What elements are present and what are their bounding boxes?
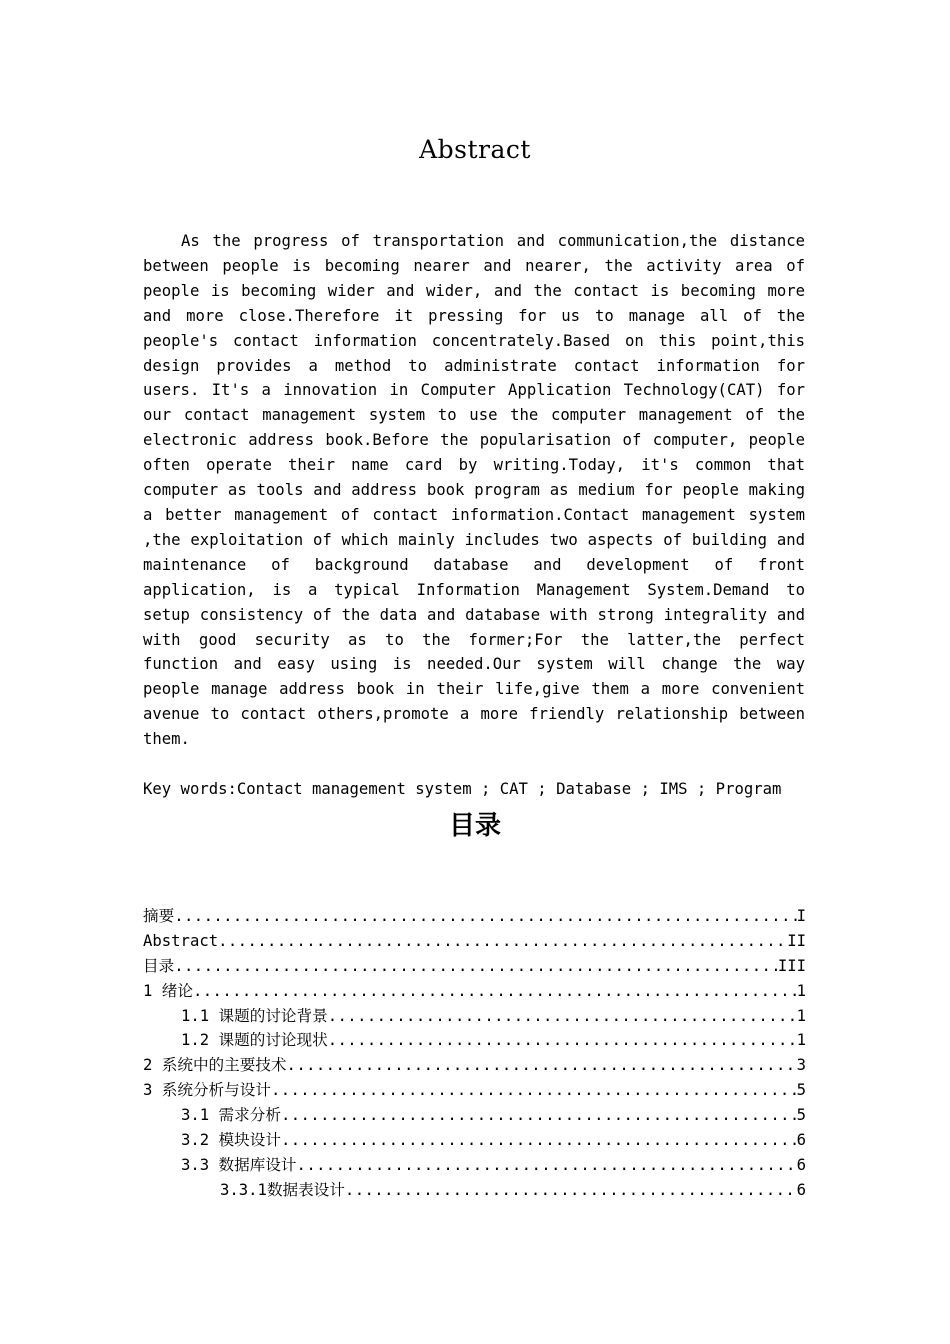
toc-dot-leader	[193, 979, 797, 1004]
toc-entry-page: I	[796, 907, 806, 925]
toc-entry-page: 1	[796, 1031, 806, 1050]
toc-entry-label: 摘要	[143, 907, 175, 925]
toc-entry-chapter-2	[143, 1053, 806, 1078]
table-of-contents	[143, 904, 806, 1203]
toc-entry-section-3-2	[143, 1128, 806, 1153]
toc-entry-label: 目录	[143, 956, 175, 975]
toc-entry-page: III	[777, 956, 806, 975]
toc-entry-section-1-1	[143, 1004, 806, 1029]
toc-entry-page: 6	[796, 1131, 806, 1150]
toc-dot-leader	[345, 1178, 797, 1203]
toc-entry-label: 3.2 模块设计	[181, 1131, 281, 1150]
toc-entry-section-1-2	[143, 1028, 806, 1053]
toc-entry-contents	[143, 954, 806, 979]
toc-entry-page: 5	[796, 1106, 806, 1125]
toc-entry-label: 1.1 课题的讨论背景	[181, 1006, 328, 1025]
toc-entry-chapter-1	[143, 979, 806, 1004]
toc-entry-page: 6	[796, 1155, 806, 1174]
toc-entry-page: 1	[796, 981, 806, 1000]
toc-dot-leader	[287, 1053, 797, 1078]
toc-entry-section-3-1	[143, 1103, 806, 1128]
toc-dot-leader	[174, 954, 778, 979]
toc-dot-leader	[174, 904, 796, 929]
toc-entry-page: II	[787, 931, 806, 950]
toc-dot-leader	[328, 1028, 797, 1053]
toc-dot-leader	[297, 1153, 797, 1178]
toc-entry-abstract-cn	[143, 904, 806, 929]
toc-entry-label: 3.1 需求分析	[181, 1106, 281, 1125]
toc-entry-page: 6	[796, 1180, 806, 1199]
toc-dot-leader	[271, 1078, 797, 1103]
toc-entry-label: 3.3 数据库设计	[181, 1155, 297, 1174]
abstract-body: As the progress of transportation and communication,the distance between people is becoming nearer and nearer, the activity area of people is becoming wider and wider, and the contact is becoming more and more close.Therefore it pressing for us to manage all of the people's contact information concentrately.Based on this point,this design provides a method to administrate contact information for users. It's a innovation in Computer Application Technology(CAT) for our contact management system to use the computer management of the electronic address book.Before the popularisation of computer, people often operate their name card by writing.Today, it's common that computer as tools and address book program as medium for people making a better management of contact information.Contact management system ,the exploitation of which mainly includes two aspects of building and maintenance of background database and development of front application, is a typical Information Management System.Demand to setup consistency of the data and database with strong integrality and with good security as to the former;For the latter,the perfect function and easy using is needed.Our system will change the way people manage address book in their life,give them a more convenient avenue to contact others,promote a more friendly relationship between them.	[143, 232, 805, 749]
toc-dot-leader	[218, 929, 787, 954]
toc-entry-page: 3	[796, 1056, 806, 1075]
toc-entry-label: 3.3.1数据表设计	[220, 1180, 345, 1199]
toc-entry-label: Abstract	[143, 931, 219, 950]
toc-entry-label: 2 系统中的主要技术	[143, 1056, 287, 1075]
toc-entry-label: 1.2 课题的讨论现状	[181, 1031, 328, 1050]
abstract-title: Abstract	[419, 135, 531, 164]
toc-entry-chapter-3	[143, 1078, 806, 1103]
toc-dot-leader	[281, 1128, 797, 1153]
toc-title: 目录	[448, 811, 501, 841]
toc-dot-leader	[328, 1004, 797, 1029]
toc-entry-label: 1 绪论	[143, 981, 193, 1000]
keywords-line: Key words:Contact management system ; CAT ; Database ; IMS ; Program	[143, 780, 782, 798]
toc-entry-section-3-3-1	[143, 1178, 806, 1203]
toc-dot-leader	[281, 1103, 797, 1128]
toc-entry-page: 5	[796, 1081, 806, 1100]
toc-entry-abstract-en	[143, 929, 806, 954]
toc-entry-section-3-3	[143, 1153, 806, 1178]
toc-entry-label: 3 系统分析与设计	[143, 1081, 271, 1100]
toc-entry-page: 1	[796, 1006, 806, 1025]
